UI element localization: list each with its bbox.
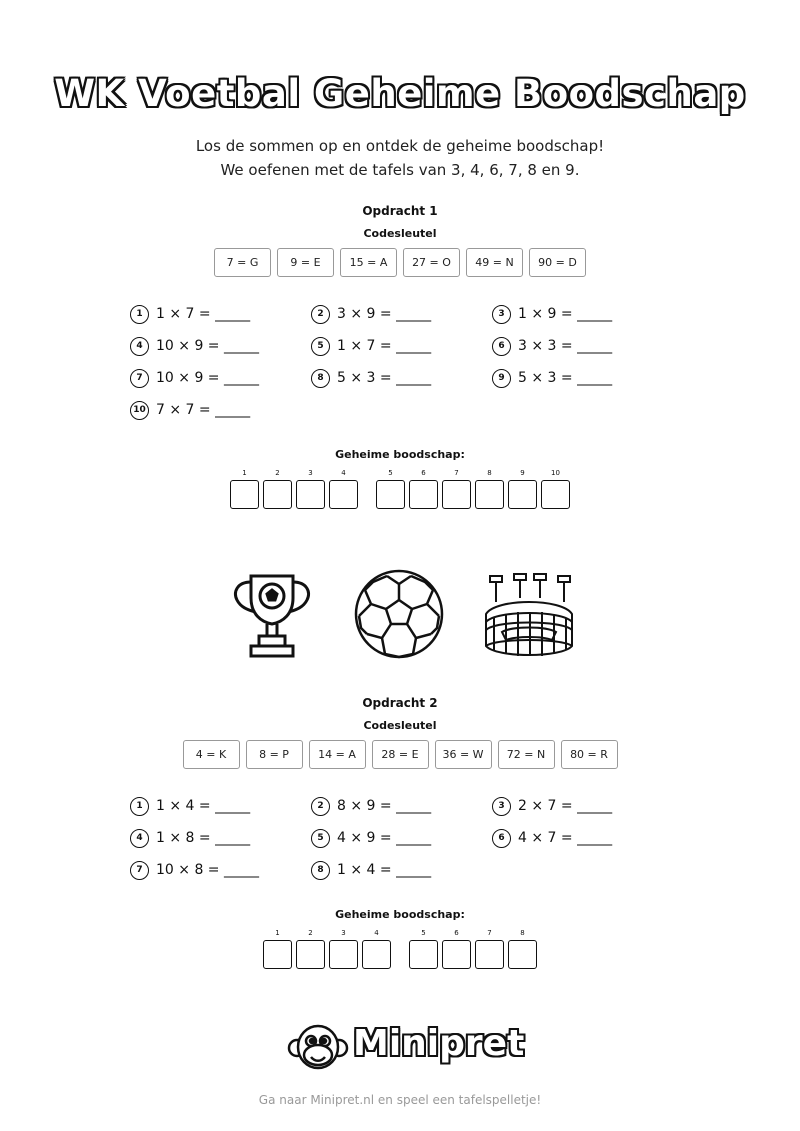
exercise	[130, 859, 311, 881]
answer-cell	[442, 928, 471, 969]
answer-box-number: 4	[341, 469, 346, 477]
answer-box-number: 9	[520, 469, 525, 477]
exercise	[130, 367, 311, 389]
exercise	[130, 795, 311, 817]
exercise-question: 3 × 9 = _____	[337, 306, 432, 322]
code-key-item: 27 = O	[403, 248, 460, 277]
code-key-item: 80 = R	[561, 740, 618, 769]
exercise-number: 1	[130, 797, 149, 816]
answer-cell	[409, 468, 438, 509]
answer-cell	[296, 468, 325, 509]
exercise	[492, 335, 650, 357]
section-1-title: Opdracht 1	[362, 204, 438, 218]
soccer-ball-icon	[353, 568, 445, 664]
exercise	[311, 335, 492, 357]
answer-cell	[442, 468, 471, 509]
code-key-item: 72 = N	[498, 740, 555, 769]
section-2-message-label: Geheime boodschap:	[335, 908, 465, 921]
answer-box-number: 7	[487, 929, 492, 937]
exercise-number: 8	[311, 369, 330, 388]
answer-box-number: 3	[308, 469, 313, 477]
exercise-question: 5 × 3 = _____	[518, 370, 613, 386]
exercise	[130, 399, 311, 421]
exercise-question: 7 × 7 = _____	[156, 402, 251, 418]
answer-cell	[263, 468, 292, 509]
answer-cell	[376, 468, 405, 509]
answer-box[interactable]	[263, 940, 292, 969]
code-key-item: 49 = N	[466, 248, 523, 277]
answer-box[interactable]	[409, 940, 438, 969]
answer-box-number: 1	[242, 469, 247, 477]
answer-cell	[475, 468, 504, 509]
code-key-item: 28 = E	[372, 740, 429, 769]
exercise	[492, 367, 650, 389]
section-1-message-boxes	[0, 468, 800, 509]
exercise-question: 3 × 3 = _____	[518, 338, 613, 354]
code-key-item: 9 = E	[277, 248, 334, 277]
answer-cell	[541, 468, 570, 509]
exercise-question: 1 × 4 = _____	[156, 798, 251, 814]
answer-cell	[296, 928, 325, 969]
intro-line-2: We oefenen met de tafels van 3, 4, 6, 7, 8 en 9.	[220, 161, 580, 179]
answer-box-number: 6	[421, 469, 426, 477]
code-key-item: 90 = D	[529, 248, 586, 277]
exercise	[492, 795, 650, 817]
exercise-number: 5	[311, 829, 330, 848]
answer-box-number: 8	[520, 929, 525, 937]
answer-box[interactable]	[409, 480, 438, 509]
answer-box-number: 8	[487, 469, 492, 477]
exercise	[311, 827, 492, 849]
exercise-question: 4 × 9 = _____	[337, 830, 432, 846]
word-gap	[360, 468, 374, 509]
exercise-question: 1 × 7 = _____	[337, 338, 432, 354]
exercise-question: 10 × 9 = _____	[156, 338, 259, 354]
exercise	[311, 859, 492, 881]
answer-box-number: 1	[275, 929, 280, 937]
answer-cell	[508, 468, 537, 509]
answer-box[interactable]	[263, 480, 292, 509]
exercise	[130, 303, 311, 325]
code-key-item: 14 = A	[309, 740, 366, 769]
section-2-code-label: Codesleutel	[363, 719, 437, 732]
answer-box-number: 2	[275, 469, 280, 477]
exercise	[311, 795, 492, 817]
exercise-number: 2	[311, 305, 330, 324]
code-key-item: 8 = P	[246, 740, 303, 769]
code-key-item: 15 = A	[340, 248, 397, 277]
page-title: WK Voetbal Geheime Boodschap	[54, 72, 746, 115]
stadium-icon	[482, 570, 576, 664]
answer-box-number: 6	[454, 929, 459, 937]
exercise	[130, 827, 311, 849]
answer-cell	[475, 928, 504, 969]
answer-box[interactable]	[362, 940, 391, 969]
section-2-message-boxes	[0, 928, 800, 969]
exercise-number: 7	[130, 861, 149, 880]
answer-box[interactable]	[376, 480, 405, 509]
exercise	[130, 335, 311, 357]
monkey-icon	[287, 1022, 349, 1076]
answer-cell	[508, 928, 537, 969]
footer-text: Ga naar Minipret.nl en speel een tafelspelletje!	[258, 1093, 542, 1107]
section-1-message-label: Geheime boodschap:	[335, 448, 465, 461]
answer-cell	[230, 468, 259, 509]
exercise-question: 8 × 9 = _____	[337, 798, 432, 814]
exercise-number: 1	[130, 305, 149, 324]
trophy-icon	[231, 570, 313, 664]
answer-cell	[329, 928, 358, 969]
exercise-number: 6	[492, 337, 511, 356]
exercise-question: 10 × 9 = _____	[156, 370, 259, 386]
answer-box-number: 7	[454, 469, 459, 477]
answer-box[interactable]	[475, 480, 504, 509]
code-key-item: 4 = K	[183, 740, 240, 769]
exercise	[492, 827, 650, 849]
exercise-question: 10 × 8 = _____	[156, 862, 259, 878]
exercise-number: 10	[130, 401, 149, 420]
answer-cell	[409, 928, 438, 969]
exercise-number: 4	[130, 829, 149, 848]
exercise	[492, 303, 650, 325]
answer-box[interactable]	[230, 480, 259, 509]
intro-line-1: Los de sommen op en ontdek de geheime boodschap!	[195, 137, 605, 155]
exercise-number: 7	[130, 369, 149, 388]
answer-box-number: 5	[421, 929, 426, 937]
exercise-number: 3	[492, 305, 511, 324]
exercise-number: 8	[311, 861, 330, 880]
answer-cell	[329, 468, 358, 509]
code-key-item: 36 = W	[435, 740, 492, 769]
answer-box[interactable]	[475, 940, 504, 969]
exercise-question: 4 × 7 = _____	[518, 830, 613, 846]
answer-box[interactable]	[296, 480, 325, 509]
code-key-item: 7 = G	[214, 248, 271, 277]
exercise-number: 9	[492, 369, 511, 388]
answer-box-number: 10	[551, 469, 560, 477]
exercise-question: 2 × 7 = _____	[518, 798, 613, 814]
answer-box[interactable]	[508, 940, 537, 969]
exercise-question: 1 × 9 = _____	[518, 306, 613, 322]
answer-box-number: 3	[341, 929, 346, 937]
exercise-number: 6	[492, 829, 511, 848]
answer-cell	[263, 928, 292, 969]
word-gap	[393, 928, 407, 969]
section-2-code-key	[0, 740, 800, 769]
answer-box[interactable]	[442, 940, 471, 969]
answer-box[interactable]	[442, 480, 471, 509]
answer-box-number: 5	[388, 469, 393, 477]
exercise-number: 2	[311, 797, 330, 816]
exercise	[311, 303, 492, 325]
answer-box[interactable]	[329, 940, 358, 969]
logo-text: Minipret	[353, 1023, 525, 1064]
exercise-question: 1 × 7 = _____	[156, 306, 251, 322]
exercise-question: 5 × 3 = _____	[337, 370, 432, 386]
answer-box-number: 2	[308, 929, 313, 937]
section-2-exercises	[130, 795, 650, 881]
exercise-number: 3	[492, 797, 511, 816]
section-1-code-label: Codesleutel	[363, 227, 437, 240]
section-1-exercises	[130, 303, 650, 421]
section-2-title: Opdracht 2	[362, 696, 438, 710]
exercise-number: 4	[130, 337, 149, 356]
answer-box-number: 4	[374, 929, 379, 937]
answer-box[interactable]	[541, 480, 570, 509]
answer-box[interactable]	[329, 480, 358, 509]
answer-box[interactable]	[508, 480, 537, 509]
answer-box[interactable]	[296, 940, 325, 969]
exercise-number: 5	[311, 337, 330, 356]
answer-cell	[362, 928, 391, 969]
section-1-code-key	[0, 248, 800, 277]
exercise	[311, 367, 492, 389]
exercise-question: 1 × 8 = _____	[156, 830, 251, 846]
exercise-question: 1 × 4 = _____	[337, 862, 432, 878]
